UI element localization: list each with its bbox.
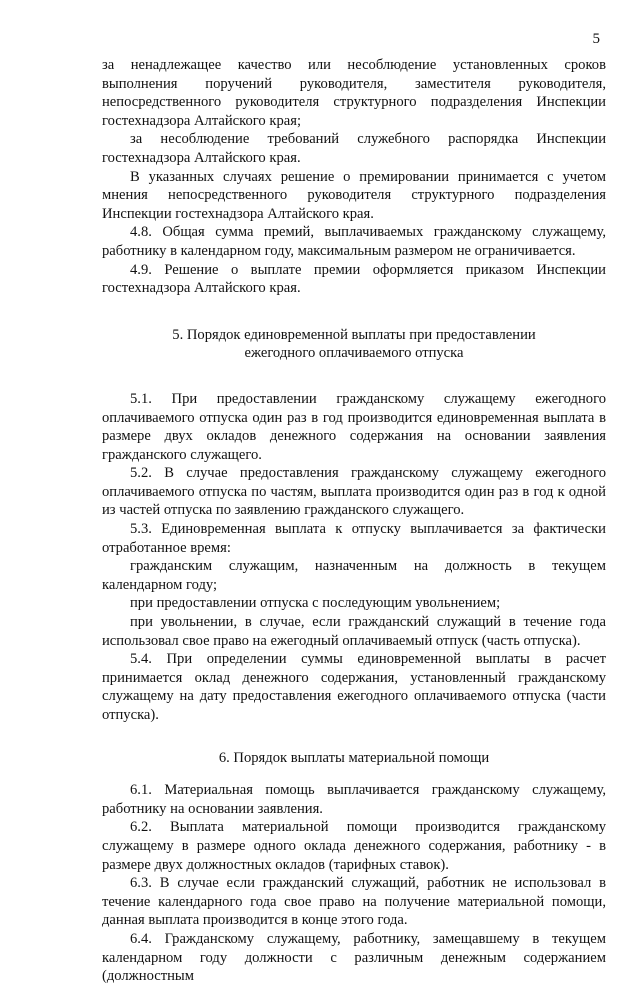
page-number: 5 (592, 31, 600, 47)
section5-paragraph: 5.2. В случае предоставления гражданскому служащему ежегодного оплачиваемого отпуска по частям, выплата производится один раз в год к одной из частей отпуска по заявлению гражданского служащего. (102, 465, 606, 519)
section5-paragraph: 5.1. При предоставлении гражданскому служащему ежегодного оплачиваемого отпуска один раз в год производится единовременная выплата в размере двух окладов денежного содержания на основании заявления гражданского служащего. (102, 390, 606, 463)
section5-paragraph: гражданским служащим, назначенным на должность в текущем календарном году; (102, 558, 606, 593)
intro-block (102, 56, 606, 298)
section5-title-line1: 5. Порядок единовременной выплаты при предоставлении (172, 326, 536, 343)
section5-heading (102, 326, 606, 363)
intro-paragraph: 4.8. Общая сумма премий, выплачиваемых гражданскому служащему, работнику в календарном году, максимальным размером не ограничивается. (102, 224, 606, 259)
section6-paragraph: 6.1. Материальная помощь выплачивается гражданскому служащему, работнику на основании заявления. (102, 782, 606, 817)
section6-title: 6. Порядок выплаты материальной помощи (218, 749, 490, 766)
section6-paragraph: 6.4. Гражданскому служащему, работнику, замещавшему в текущем календарном году должности с различным денежным содержанием (должностным (102, 930, 606, 985)
section5-paragraph: при предоставлении отпуска с последующим увольнением; (130, 595, 501, 612)
section6-paragraph: 6.2. Выплата материальной помощи производится гражданскому служащему в размере одного оклада денежного содержания, работнику - в размере двух должностных окладов (тарифных ставок). (102, 819, 606, 873)
intro-paragraph: 4.9. Решение о выплате премии оформляется приказом Инспекции гостехнадзора Алтайского края. (102, 261, 606, 297)
section6-paragraph: 6.3. В случае если гражданский служащий, работник не использовал в течение календарного года свое право на получение материальной помощи, данная выплата производится в конце этого года. (102, 875, 606, 929)
section5-paragraph: 5.4. При определении суммы единовременной выплаты в расчет принимается оклад денежного содержания, установленный гражданскому служащему на дату предоставления ежегодного оплачиваемого отпуска (части отпуска). (102, 651, 606, 723)
section6-heading (102, 749, 606, 768)
intro-paragraph: за несоблюдение требований служебного распорядка Инспекции гостехнадзора Алтайского края. (102, 131, 606, 166)
section5-paragraph: при увольнении, в случае, если гражданский служащий в течение года использовал свое право на ежегодный оплачиваемый отпуск (часть отпуска). (102, 614, 606, 649)
section5-body (102, 390, 606, 725)
section6-body (102, 781, 606, 986)
section5-title-line2: ежегодного оплачиваемого отпуска (244, 345, 464, 362)
section5-paragraph: 5.3. Единовременная выплата к отпуску выплачивается за фактически отработанное время: (102, 521, 606, 556)
intro-paragraph: за ненадлежащее качество или несоблюдение установленных сроков выполнения поручений руководителя, заместителя руководителя, непосредственного руководителя структурного подразделения Инспекции гостехнадзора Алтайского края; (102, 57, 606, 129)
intro-paragraph: В указанных случаях решение о премировании принимается с учетом мнения непосредственного руководителя структурного подразделения Инспекции гостехнадзора Алтайского края. (102, 168, 606, 222)
